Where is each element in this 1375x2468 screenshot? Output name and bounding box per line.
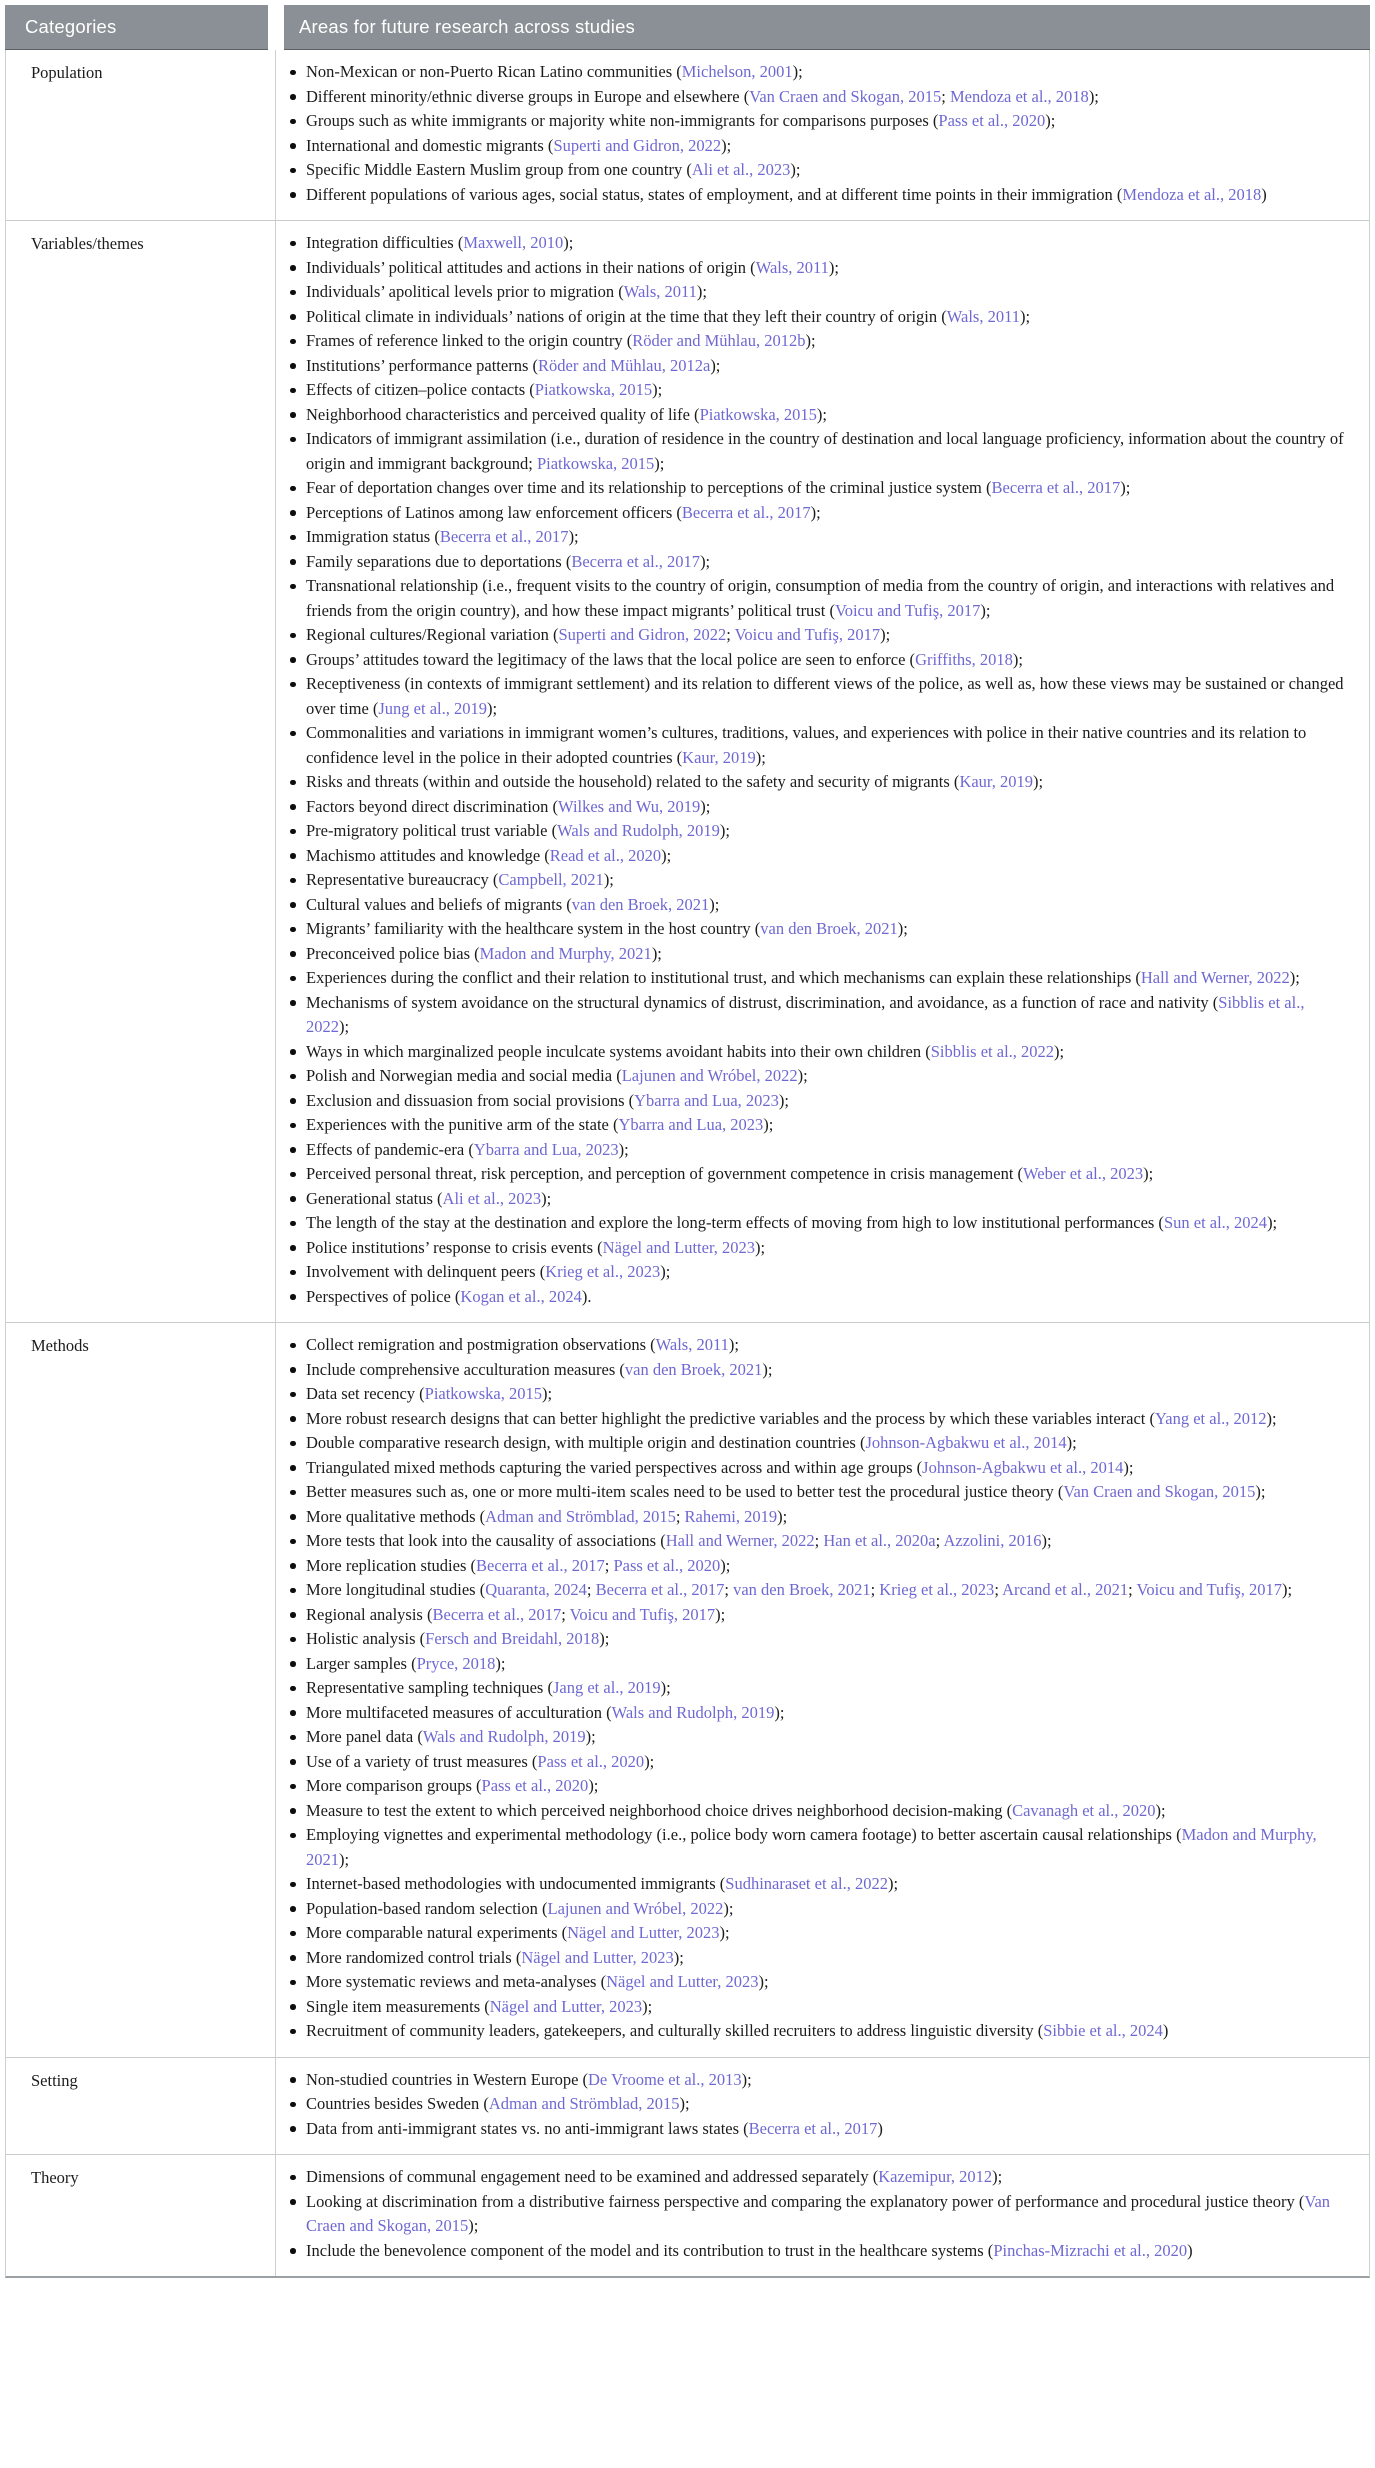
citation-link[interactable]: Becerra et al., 2017 — [439, 527, 569, 546]
citation-link[interactable]: Ybarra and Lua, 2023 — [618, 1115, 764, 1134]
research-list — [289, 2165, 1347, 2263]
citation-link[interactable]: Nägel and Lutter, 2023 — [602, 1237, 756, 1257]
research-item: Cultural values and beliefs of migrants (van den Broek, 2021); — [289, 893, 1347, 918]
research-item: Holistic analysis (Fersch and Breidahl, 2018); — [289, 1627, 1347, 1652]
citation-link[interactable]: Yang et al., 2012 — [1155, 1408, 1267, 1428]
research-item: Effects of citizen–police contacts (Piatkowska, 2015); — [289, 378, 1347, 403]
category-cell — [6, 1323, 276, 2057]
citation-link[interactable]: Wals and Rudolph, 2019 — [611, 1702, 775, 1722]
research-item: More tests that look into the causality of associations (Hall and Werner, 2022; Han et al., 2020a; Azzolini, 2016); — [289, 1529, 1347, 1554]
citation-link[interactable]: Maxwell, 2010 — [463, 233, 564, 252]
citation-link[interactable]: Griffiths, 2018 — [915, 649, 1013, 669]
table-row — [6, 50, 1369, 221]
research-item: Fear of deportation changes over time and its relationship to perceptions of the criminal justice system (Becerra et al., 2017); — [289, 476, 1347, 501]
research-item: More systematic reviews and meta-analyses (Nägel and Lutter, 2023); — [289, 1970, 1347, 1995]
citation-link[interactable]: Krieg et al., 2023 — [545, 1262, 661, 1281]
citation-link[interactable]: Pass et al., 2020 — [938, 111, 1046, 130]
citation-link[interactable]: Superti and Gidron, 2022 — [553, 135, 722, 155]
research-item: Preconceived police bias (Madon and Murphy, 2021); — [289, 942, 1347, 967]
research-item: Transnational relationship (i.e., frequent visits to the country of origin, consumption of media from the country of origin, and interactions with relatives and friends from the origin country), and how these impact migrants’ political trust (Voicu and Tufiş, 2017); — [289, 574, 1347, 623]
research-item: Effects of pandemic-era (Ybarra and Lua, 2023); — [289, 1138, 1347, 1163]
citation-link[interactable]: Voicu and Tufiş, 2017 — [1136, 1580, 1283, 1599]
category-label: Setting — [31, 2070, 78, 2090]
category-cell — [6, 2155, 276, 2276]
citation-link[interactable]: Mendoza et al., 2018 — [949, 86, 1089, 106]
research-item: Exclusion and dissuasion from social provisions (Ybarra and Lua, 2023); — [289, 1089, 1347, 1114]
research-item: Experiences during the conflict and their relation to institutional trust, and which mechanisms can explain these relationships (Hall and Werner, 2022); — [289, 966, 1347, 991]
research-item: Polish and Norwegian media and social media (Lajunen and Wróbel, 2022); — [289, 1064, 1347, 1089]
research-list — [289, 231, 1347, 1309]
citation-link[interactable]: Becerra et al., 2017 — [432, 1604, 562, 1624]
citation-link[interactable]: van den Broek, 2021 — [571, 894, 710, 914]
research-item: Non-Mexican or non-Puerto Rican Latino communities (Michelson, 2001); — [289, 60, 1347, 85]
research-item: Institutions’ performance patterns (Röder and Mühlau, 2012a); — [289, 354, 1347, 379]
header-categories: Categories — [5, 5, 268, 50]
research-item: Specific Middle Eastern Muslim group from one country (Ali et al., 2023); — [289, 158, 1347, 183]
citation-link[interactable]: van den Broek, 2021 — [624, 1359, 763, 1379]
citation-link[interactable]: Quaranta, 2024 — [485, 1580, 587, 1599]
citation-link[interactable]: Röder and Mühlau, 2012a — [538, 355, 711, 375]
research-item: Triangulated mixed methods capturing the varied perspectives across and within age groups (Johnson-Agbakwu et al., 2014); — [289, 1456, 1347, 1481]
citation-link[interactable]: De Vroome et al., 2013 — [588, 2069, 742, 2089]
citation-link[interactable]: Wals, 2011 — [946, 306, 1020, 326]
research-item: Perceptions of Latinos among law enforcement officers (Becerra et al., 2017); — [289, 501, 1347, 526]
citation-link[interactable]: Read et al., 2020 — [549, 845, 662, 865]
citation-link[interactable]: Becerra et al., 2017 — [681, 502, 811, 522]
citation-link[interactable]: Piatkowska, 2015 — [699, 404, 817, 424]
research-item: Employing vignettes and experimental methodology (i.e., police body worn camera footage) to better ascertain causal relationships (Madon and Murphy, 2021); — [289, 1823, 1347, 1872]
citation-link[interactable]: van den Broek, 2021 — [760, 919, 898, 938]
research-item: More panel data (Wals and Rudolph, 2019); — [289, 1725, 1347, 1750]
header-areas: Areas for future research across studies — [284, 5, 1370, 50]
citation-link[interactable]: Krieg et al., 2023 — [879, 1580, 995, 1599]
research-item: Groups’ attitudes toward the legitimacy of the laws that the local police are seen to enforce (Griffiths, 2018); — [289, 648, 1347, 673]
citation-link[interactable]: Hall and Werner, 2022 — [1140, 968, 1290, 987]
content-cell — [276, 2058, 1369, 2155]
category-cell — [6, 221, 276, 1322]
research-item: Neighborhood characteristics and perceived quality of life (Piatkowska, 2015); — [289, 403, 1347, 428]
citation-link[interactable]: Campbell, 2021 — [498, 870, 604, 889]
research-item: Family separations due to deportations (Becerra et al., 2017); — [289, 550, 1347, 575]
citation-link[interactable]: Ybarra and Lua, 2023 — [634, 1090, 779, 1110]
research-item: Representative sampling techniques (Jang et al., 2019); — [289, 1676, 1347, 1701]
research-item: Groups such as white immigrants or majority white non-immigrants for comparisons purposes (Pass et al., 2020); — [289, 109, 1347, 134]
header-column-gap — [268, 5, 284, 50]
research-item: Non-studied countries in Western Europe (De Vroome et al., 2013); — [289, 2068, 1347, 2093]
research-item: Different populations of various ages, social status, states of employment, and at different time points in their immigration (Mendoza et al., 2018) — [289, 183, 1347, 208]
citation-link[interactable]: Hall and Werner, 2022 — [665, 1531, 815, 1550]
citation-link[interactable]: Adman and Strömblad, 2015 — [485, 1506, 676, 1526]
citation-link[interactable]: Ybarra and Lua, 2023 — [473, 1139, 619, 1159]
citation-link[interactable]: Van Craen and Skogan, 2015 — [306, 2191, 1331, 2235]
table-row — [6, 2058, 1369, 2156]
research-item: Double comparative research design, with multiple origin and destination countries (Johnson-Agbakwu et al., 2014); — [289, 1431, 1347, 1456]
research-item: Police institutions’ response to crisis events (Nägel and Lutter, 2023); — [289, 1236, 1347, 1261]
content-cell — [276, 2155, 1369, 2276]
citation-link[interactable]: Jang et al., 2019 — [552, 1678, 661, 1697]
citation-link[interactable]: Cavanagh et al., 2020 — [1012, 1800, 1156, 1820]
research-item: Countries besides Sweden (Adman and Strömblad, 2015); — [289, 2092, 1347, 2117]
research-item: More longitudinal studies (Quaranta, 2024; Becerra et al., 2017; van den Broek, 2021; Krieg et al., 2023; Arcand et al., 2021; Voicu and Tufiş, 2017); — [289, 1578, 1347, 1603]
citation-link[interactable]: Ali et al., 2023 — [691, 160, 791, 179]
citation-link[interactable]: Piatkowska, 2015 — [424, 1384, 542, 1403]
citation-link[interactable]: Madon and Murphy, 2021 — [306, 1825, 1317, 1869]
research-item: Frames of reference linked to the origin country (Röder and Mühlau, 2012b); — [289, 329, 1347, 354]
citation-link[interactable]: Voicu and Tufiş, 2017 — [734, 625, 881, 644]
citation-link[interactable]: Johnson-Agbakwu et al., 2014 — [865, 1433, 1067, 1452]
citation-link[interactable]: Sun et al., 2024 — [1163, 1213, 1268, 1232]
research-item: Include comprehensive acculturation measures (van den Broek, 2021); — [289, 1358, 1347, 1383]
category-cell — [6, 50, 276, 220]
citation-link[interactable]: Piatkowska, 2015 — [536, 453, 655, 473]
research-list — [289, 1333, 1347, 2044]
citation-link[interactable]: Pass et al., 2020 — [481, 1776, 589, 1795]
citation-link[interactable]: Wals, 2011 — [623, 282, 697, 301]
research-item: Individuals’ apolitical levels prior to migration (Wals, 2011); — [289, 280, 1347, 305]
citation-link[interactable]: Arcand et al., 2021 — [1002, 1580, 1129, 1599]
citation-link[interactable]: Sibbie et al., 2024 — [1043, 2021, 1163, 2040]
research-item: The length of the stay at the destination and explore the long-term effects of moving from high to low institutional performances (Sun et al., 2024); — [289, 1211, 1347, 1236]
citation-link[interactable]: Johnson-Agbakwu et al., 2014 — [922, 1457, 1124, 1477]
citation-link[interactable]: Pinchas-Mizrachi et al., 2020 — [993, 2240, 1188, 2260]
citation-link[interactable]: Wals, 2011 — [755, 257, 829, 277]
research-item: More comparable natural experiments (Nägel and Lutter, 2023); — [289, 1921, 1347, 1946]
citation-link[interactable]: Nägel and Lutter, 2023 — [489, 1996, 643, 2016]
research-item: Data from anti-immigrant states vs. no anti-immigrant laws states (Becerra et al., 2017) — [289, 2117, 1347, 2142]
citation-link[interactable]: Kazemipur, 2012 — [878, 2167, 993, 2186]
citation-link[interactable]: Wals, 2011 — [655, 1335, 729, 1354]
research-item: Perspectives of police (Kogan et al., 2024). — [289, 1285, 1347, 1310]
research-item: Better measures such as, one or more multi-item scales need to be used to better test the procedural justice theory (Van Craen and Skogan, 2015); — [289, 1480, 1347, 1505]
citation-link[interactable]: Madon and Murphy, 2021 — [479, 943, 652, 963]
category-label: Theory — [31, 2168, 79, 2187]
citation-link[interactable]: Lajunen and Wróbel, 2022 — [547, 1898, 724, 1918]
citation-link[interactable]: Röder and Mühlau, 2012b — [632, 331, 806, 350]
citation-link[interactable]: Wals and Rudolph, 2019 — [557, 821, 720, 840]
research-item: Regional analysis (Becerra et al., 2017; Voicu and Tufiş, 2017); — [289, 1603, 1347, 1628]
research-item: Dimensions of communal engagement need to be examined and addressed separately (Kazemipur, 2012); — [289, 2165, 1347, 2190]
citation-link[interactable]: Nägel and Lutter, 2023 — [606, 1972, 759, 1991]
research-item: Measure to test the extent to which perceived neighborhood choice drives neighborhood decision-making (Cavanagh et al., 2020); — [289, 1799, 1347, 1824]
citation-link[interactable]: Voicu and Tufiş, 2017 — [569, 1604, 716, 1624]
citation-link[interactable]: Weber et al., 2023 — [1023, 1164, 1144, 1183]
research-item: Looking at discrimination from a distributive fairness perspective and comparing the explanatory power of performance and procedural justice theory (Van Craen and Skogan, 2015); — [289, 2190, 1347, 2239]
research-item: Factors beyond direct discrimination (Wilkes and Wu, 2019); — [289, 795, 1347, 820]
category-cell — [6, 2058, 276, 2155]
research-item: Experiences with the punitive arm of the state (Ybarra and Lua, 2023); — [289, 1113, 1347, 1138]
research-item: Recruitment of community leaders, gatekeepers, and culturally skilled recruiters to address linguistic diversity (Sibbie et al., 2024) — [289, 2019, 1347, 2044]
research-item: International and domestic migrants (Superti and Gidron, 2022); — [289, 134, 1347, 159]
research-item: Single item measurements (Nägel and Lutter, 2023); — [289, 1995, 1347, 2020]
research-list — [289, 2068, 1347, 2142]
citation-link[interactable]: Becerra et al., 2017 — [571, 551, 701, 571]
citation-link[interactable]: van den Broek, 2021 — [733, 1580, 871, 1599]
research-item: Data set recency (Piatkowska, 2015); — [289, 1382, 1347, 1407]
research-item: Internet-based methodologies with undocumented immigrants (Sudhinaraset et al., 2022); — [289, 1872, 1347, 1897]
research-item: Pre-migratory political trust variable (Wals and Rudolph, 2019); — [289, 819, 1347, 844]
research-item: More comparison groups (Pass et al., 2020); — [289, 1774, 1347, 1799]
research-item: Larger samples (Pryce, 2018); — [289, 1652, 1347, 1677]
research-item: More replication studies (Becerra et al., 2017; Pass et al., 2020); — [289, 1554, 1347, 1579]
citation-link[interactable]: Becerra et al., 2017 — [748, 2118, 878, 2138]
citation-link[interactable]: Wals and Rudolph, 2019 — [422, 1727, 586, 1746]
content-cell — [276, 221, 1369, 1322]
research-item: Different minority/ethnic diverse groups in Europe and elsewhere (Van Craen and Skogan, 2015; Mendoza et al., 2018); — [289, 85, 1347, 110]
research-item: Commonalities and variations in immigrant women’s cultures, traditions, values, and experiences with police in their native countries and its relation to confidence level in the police in their adopted countries (Kaur, 2019); — [289, 721, 1347, 770]
table-row — [6, 1323, 1369, 2058]
research-item: Integration difficulties (Maxwell, 2010); — [289, 231, 1347, 256]
citation-link[interactable]: Piatkowska, 2015 — [534, 380, 653, 399]
research-item: Use of a variety of trust measures (Pass et al., 2020); — [289, 1750, 1347, 1775]
table-body — [5, 50, 1370, 2278]
citation-link[interactable]: Ali et al., 2023 — [442, 1188, 542, 1208]
citation-link[interactable]: Adman and Strömblad, 2015 — [488, 2094, 680, 2113]
content-cell — [276, 50, 1369, 220]
citation-link[interactable]: Pass et al., 2020 — [537, 1751, 645, 1771]
research-item: Representative bureaucracy (Campbell, 2021); — [289, 868, 1347, 893]
research-item: More qualitative methods (Adman and Strömblad, 2015; Rahemi, 2019); — [289, 1505, 1347, 1530]
research-item: Risks and threats (within and outside the household) related to the safety and security of migrants (Kaur, 2019); — [289, 770, 1347, 795]
citation-link[interactable]: Sibblis et al., 2022 — [306, 992, 1305, 1036]
research-item: Population-based random selection (Lajunen and Wróbel, 2022); — [289, 1897, 1347, 1922]
citation-link[interactable]: Kaur, 2019 — [959, 772, 1034, 791]
citation-link[interactable]: Becerra et al., 2017 — [991, 478, 1121, 497]
citation-link[interactable]: Sibblis et al., 2022 — [930, 1041, 1055, 1061]
research-item: More multifaceted measures of acculturation (Wals and Rudolph, 2019); — [289, 1701, 1347, 1726]
citation-link[interactable]: Jung et al., 2019 — [378, 698, 488, 718]
citation-link[interactable]: Nägel and Lutter, 2023 — [521, 1947, 674, 1967]
research-item: Receptiveness (in contexts of immigrant settlement) and its relation to different views of the police, as well as, how these views may be sustained or changed over time (Jung et al., 2019); — [289, 672, 1347, 721]
research-item: Political climate in individuals’ nations of origin at the time that they left their country of origin (Wals, 2011); — [289, 305, 1347, 330]
research-item: More randomized control trials (Nägel and Lutter, 2023); — [289, 1946, 1347, 1971]
research-item: Individuals’ political attitudes and actions in their nations of origin (Wals, 2011); — [289, 256, 1347, 281]
citation-link[interactable]: Lajunen and Wróbel, 2022 — [621, 1066, 798, 1085]
research-item: Include the benevolence component of the model and its contribution to trust in the healthcare systems (Pinchas-Mizrachi et al., 2020) — [289, 2239, 1347, 2264]
citation-link[interactable]: Pryce, 2018 — [416, 1653, 496, 1673]
citation-link[interactable]: Kaur, 2019 — [682, 747, 756, 767]
citation-link[interactable]: Voicu and Tufiş, 2017 — [834, 600, 981, 620]
citation-link[interactable]: Azzolini, 2016 — [943, 1531, 1042, 1550]
citation-link[interactable]: Van Craen and Skogan, 2015 — [1063, 1482, 1256, 1501]
research-item: Perceived personal threat, risk perception, and perception of government competence in crisis management (Weber et al., 2023); — [289, 1162, 1347, 1187]
citation-link[interactable]: Becerra et al., 2017 — [595, 1580, 725, 1599]
citation-link[interactable]: Sudhinaraset et al., 2022 — [725, 1874, 888, 1893]
research-item: Collect remigration and postmigration observations (Wals, 2011); — [289, 1333, 1347, 1358]
table-row — [6, 221, 1369, 1323]
research-item: Mechanisms of system avoidance on the structural dynamics of distrust, discrimination, and avoidance, as a function of race and nativity (Sibblis et al., 2022); — [289, 991, 1347, 1040]
citation-link[interactable]: Mendoza et al., 2018 — [1122, 184, 1262, 204]
citation-link[interactable]: Rahemi, 2019 — [684, 1506, 778, 1526]
research-item: Immigration status (Becerra et al., 2017); — [289, 525, 1347, 550]
citation-link[interactable]: Van Craen and Skogan, 2015 — [749, 86, 942, 106]
research-item: Regional cultures/Regional variation (Superti and Gidron, 2022; Voicu and Tufiş, 2017); — [289, 623, 1347, 648]
research-item: Indicators of immigrant assimilation (i.e., duration of residence in the country of destination and local language proficiency, information about the country of origin and immigrant background; Piatkowska, 2015); — [289, 427, 1347, 476]
table-header — [5, 5, 1370, 50]
research-item: Machismo attitudes and knowledge (Read et al., 2020); — [289, 844, 1347, 869]
research-item: More robust research designs that can better highlight the predictive variables and the process by which these variables interact (Yang et al., 2012); — [289, 1407, 1347, 1432]
citation-link[interactable]: Becerra et al., 2017 — [476, 1555, 605, 1575]
research-list — [289, 60, 1347, 207]
citation-link[interactable]: Wilkes and Wu, 2019 — [558, 796, 701, 816]
citation-link[interactable]: Fersch and Breidahl, 2018 — [425, 1629, 600, 1648]
citation-link[interactable]: Pass et al., 2020 — [613, 1555, 721, 1575]
category-label: Methods — [31, 1336, 89, 1355]
citation-link[interactable]: Kogan et al., 2024 — [460, 1286, 582, 1306]
citation-link[interactable]: Superti and Gidron, 2022 — [558, 625, 727, 644]
citation-link[interactable]: Nägel and Lutter, 2023 — [567, 1923, 720, 1942]
category-label: Population — [31, 63, 103, 82]
future-research-table — [5, 5, 1370, 2278]
research-item: Migrants’ familiarity with the healthcare system in the host country (van den Broek, 2021); — [289, 917, 1347, 942]
category-label: Variables/themes — [31, 234, 144, 253]
research-item: Involvement with delinquent peers (Krieg et al., 2023); — [289, 1260, 1347, 1285]
content-cell — [276, 1323, 1369, 2057]
research-item: Ways in which marginalized people inculcate systems avoidant habits into their own children (Sibblis et al., 2022); — [289, 1040, 1347, 1065]
table-row — [6, 2155, 1369, 2276]
research-item: Generational status (Ali et al., 2023); — [289, 1187, 1347, 1212]
citation-link[interactable]: Michelson, 2001 — [681, 62, 793, 81]
citation-link[interactable]: Han et al., 2020a — [823, 1531, 936, 1550]
